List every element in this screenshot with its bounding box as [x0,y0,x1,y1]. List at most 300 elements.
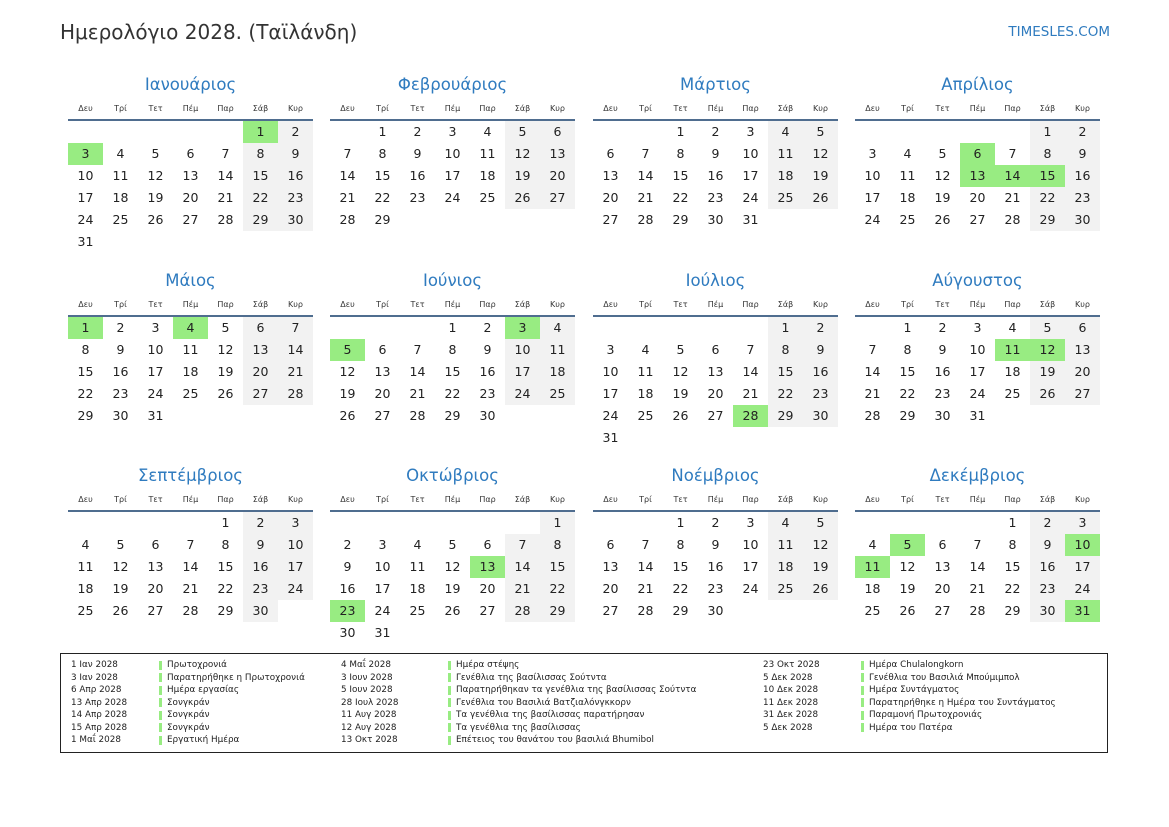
day-cell: 17 [444,168,461,183]
day-cell: 21 [339,190,356,205]
day-cell: 27 [1065,383,1100,405]
day-cell: 18 [1004,364,1021,379]
day-cell: 4 [540,317,575,339]
holiday-marker [448,686,451,695]
day-cell: 19 [934,190,951,205]
day-cell: 29 [374,212,391,227]
weekday-label: Κυρ [1075,495,1090,504]
holiday-marker [159,661,162,670]
day-cell: 27 [243,383,278,405]
weekday-label: Σάβ [252,104,269,113]
day-cell: 19 [803,165,838,187]
holiday-date: 28 Ιουλ 2028 [341,697,399,708]
day-cell: 26 [339,408,356,423]
day-cell: 21 [217,190,234,205]
day-cell: 14 [409,364,426,379]
day-cell: 23 [803,383,838,405]
day-cell: 23 [479,386,496,401]
day-cell: 2 [483,320,492,335]
day-cell: 29 [217,603,234,618]
day-cell: 18 [637,386,654,401]
holiday-date: 15 Απρ 2028 [71,722,128,733]
day-cell: 9 [278,143,313,165]
day-cell: 14 [637,559,654,574]
day-cell: 11 [409,559,426,574]
day-cell: 25 [899,212,916,227]
day-cell: 25 [409,603,426,618]
day-cell: 26 [1030,383,1065,405]
day-cell: 4 [641,342,650,357]
weekday-label: Δευ [340,300,355,309]
day-cell: 28 [1004,212,1021,227]
day-cell: 5 [448,537,457,552]
day-cell: 11 [479,146,496,161]
month-name: Ιούλιος [685,271,746,290]
day-cell: 2 [711,515,720,530]
day-cell: 30 [707,212,724,227]
weekday-label: Τρί [901,104,914,113]
month-name: Φεβρουάριος [397,75,508,94]
holiday-date: 6 Απρ 2028 [71,685,122,695]
day-cell: 2 [1065,121,1100,143]
day-cell: 15 [672,168,689,183]
day-cell: 6 [151,537,160,552]
day-cell: 23 [707,581,724,596]
day-cell: 16 [707,559,724,574]
day-cell: 9 [803,339,838,361]
day-cell: 1 [221,515,230,530]
day-cell: 23 [1030,578,1065,600]
day-cell: 16 [934,364,951,379]
day-cell: 30 [707,603,724,618]
day-cell: 12 [803,143,838,165]
weekday-label: Πέμ [444,300,461,309]
day-cell: 24 [742,190,759,205]
day-cell: 19 [1030,361,1065,383]
day-cell: 25 [479,190,496,205]
day-cell: 24 [147,386,164,401]
day-cell: 30 [934,408,951,423]
day-cell: 24 [602,408,619,423]
day-cell: 23 [278,187,313,209]
day-cell: 9 [413,146,422,161]
weekday-label: Σάβ [514,495,531,504]
day-cell: 15 [374,168,391,183]
weekday-label: Κυρ [288,495,303,504]
site-link[interactable]: TIMESLES.COM [1008,24,1110,40]
day-cell: 29 [672,603,689,618]
day-cell: 20 [969,190,986,205]
day-cell: 17 [1065,556,1100,578]
day-cell: 23 [243,578,278,600]
day-cell: 25 [1004,386,1021,401]
weekday-label: Σάβ [777,300,794,309]
day-cell: 8 [540,534,575,556]
weekday-label: Παρ [217,495,234,504]
weekday-label: Παρ [1004,104,1021,113]
day-cell: 18 [479,168,496,183]
day-cell: 3 [278,512,313,534]
day-cell: 12 [672,364,689,379]
day-cell: 9 [1030,534,1065,556]
day-cell: 25 [864,603,881,618]
weekday-label: Δευ [865,300,880,309]
day-cell: 12 [899,559,916,574]
day-cell: 10 [505,339,540,361]
day-cell: 7 [413,342,422,357]
day-cell: 10 [742,146,759,161]
day-cell: 19 [803,556,838,578]
month-divider [330,510,575,512]
holiday-marker [861,723,864,732]
month-name: Μάιος [165,271,216,290]
weekday-label: Πέμ [969,104,986,113]
day-cell: 9 [711,537,720,552]
day-cell: 11 [768,143,803,165]
holiday-name: Γενέθλια της βασίλισσας Σούτντα [456,672,607,683]
day-cell: 18 [182,364,199,379]
day-cell: 16 [479,364,496,379]
day-cell: 5 [803,121,838,143]
day-cell: 22 [1004,581,1021,596]
day-cell: 11 [768,534,803,556]
day-cell: 24 [969,386,986,401]
day-cell: 8 [81,342,90,357]
day-cell: 1 [903,320,912,335]
holiday-marker [159,723,162,732]
holiday-date: 5 Δεκ 2028 [763,672,813,683]
day-cell: 22 [540,578,575,600]
day-cell: 20 [540,165,575,187]
day-cell: 16 [278,165,313,187]
day-cell: 28 [409,408,426,423]
weekday-label: Τετ [148,495,163,504]
holiday-name: Εργατική Ημέρα [167,735,240,745]
day-cell: 17 [77,190,94,205]
weekday-label: Κυρ [550,104,565,113]
day-cell: 22 [899,386,916,401]
day-cell: 17 [742,559,759,574]
day-cell: 1 [768,317,803,339]
month-name: Ιούνιος [422,271,483,290]
day-cell: 7 [221,146,230,161]
day-cell: 29 [672,212,689,227]
day-cell: 14 [742,364,759,379]
day-cell: 18 [768,556,803,578]
holiday-day-cell: 5 [330,339,365,361]
weekday-label: Κυρ [550,495,565,504]
weekday-label: Κυρ [813,300,828,309]
holiday-name: Σονγκράν [167,722,210,733]
day-cell: 24 [742,581,759,596]
day-cell: 13 [934,559,951,574]
day-cell: 28 [278,383,313,405]
day-cell: 12 [934,168,951,183]
day-cell: 4 [768,121,803,143]
day-cell: 7 [1008,146,1017,161]
weekday-label: Τρί [114,300,127,309]
day-cell: 26 [934,212,951,227]
day-cell: 30 [243,600,278,622]
weekday-label: Τρί [376,300,389,309]
day-cell: 9 [343,559,352,574]
day-cell: 7 [641,537,650,552]
day-cell: 1 [1030,121,1065,143]
day-cell: 26 [505,187,540,209]
holiday-date: 23 Οκτ 2028 [763,660,820,670]
day-cell: 10 [147,342,164,357]
weekday-label: Σάβ [1039,300,1056,309]
day-cell: 2 [243,512,278,534]
holiday-day-cell: 4 [173,317,208,339]
weekday-label: Δευ [603,495,618,504]
day-cell: 11 [540,339,575,361]
weekday-label: Δευ [865,104,880,113]
day-cell: 20 [602,190,619,205]
day-cell: 6 [711,342,720,357]
day-cell: 15 [217,559,234,574]
day-cell: 10 [444,146,461,161]
weekday-label: Δευ [340,495,355,504]
day-cell: 24 [77,212,94,227]
day-cell: 7 [973,537,982,552]
day-cell: 4 [1008,320,1017,335]
day-cell: 20 [1065,361,1100,383]
weekday-label: Παρ [1004,495,1021,504]
day-cell: 7 [746,342,755,357]
day-cell: 3 [378,537,387,552]
weekday-label: Παρ [1004,300,1021,309]
day-cell: 13 [602,559,619,574]
day-cell: 16 [803,361,838,383]
weekday-label: Δευ [603,104,618,113]
day-cell: 20 [602,581,619,596]
day-cell: 30 [1030,600,1065,622]
weekday-label: Πέμ [182,495,199,504]
day-cell: 29 [444,408,461,423]
day-cell: 12 [505,143,540,165]
day-cell: 3 [606,342,615,357]
day-cell: 27 [707,408,724,423]
day-cell: 9 [243,534,278,556]
day-cell: 25 [182,386,199,401]
day-cell: 22 [768,383,803,405]
day-cell: 17 [864,190,881,205]
weekday-label: Τρί [639,104,652,113]
day-cell: 10 [374,559,391,574]
weekday-label: Σάβ [514,104,531,113]
day-cell: 26 [803,578,838,600]
day-cell: 28 [864,408,881,423]
weekday-label: Σάβ [1039,495,1056,504]
day-cell: 28 [637,212,654,227]
day-cell: 10 [77,168,94,183]
day-cell: 12 [217,342,234,357]
holiday-date: 11 Αυγ 2028 [341,710,397,720]
holiday-date: 5 Ιουν 2028 [341,685,393,695]
holiday-name: Ημέρα εργασίας [167,685,240,695]
holiday-list [60,653,1108,753]
day-cell: 30 [479,408,496,423]
day-cell: 20 [243,361,278,383]
weekday-label: Τετ [148,104,163,113]
day-cell: 5 [676,342,685,357]
weekday-label: Πέμ [969,300,986,309]
day-cell: 10 [602,364,619,379]
day-cell: 31 [374,625,391,640]
holiday-day-cell: 3 [68,143,103,165]
day-cell: 14 [182,559,199,574]
day-cell: 15 [540,556,575,578]
day-cell: 2 [413,124,422,139]
day-cell: 3 [746,515,755,530]
day-cell: 6 [540,121,575,143]
weekday-label: Πέμ [444,104,461,113]
holiday-marker [448,736,451,745]
holiday-name: Γενέθλια του Βασιλιά Μπούμιμπολ [869,672,1020,683]
day-cell: 23 [707,190,724,205]
day-cell: 6 [243,317,278,339]
day-cell: 8 [768,339,803,361]
day-cell: 1 [1008,515,1017,530]
day-cell: 31 [969,408,986,423]
day-cell: 8 [903,342,912,357]
weekday-label: Σάβ [252,300,269,309]
day-cell: 14 [505,556,540,578]
day-cell: 12 [803,534,838,556]
holiday-date: 10 Δεκ 2028 [763,685,819,695]
day-cell: 20 [479,581,496,596]
day-cell: 28 [969,603,986,618]
holiday-marker [448,698,451,707]
day-cell: 13 [243,339,278,361]
weekday-label: Τετ [935,104,950,113]
weekday-label: Τετ [410,495,425,504]
day-cell: 28 [339,212,356,227]
holiday-day-cell: 31 [1065,600,1100,622]
day-cell: 18 [77,581,94,596]
day-cell: 16 [1030,556,1065,578]
day-cell: 6 [938,537,947,552]
day-cell: 9 [1065,143,1100,165]
day-cell: 5 [938,146,947,161]
day-cell: 20 [934,581,951,596]
holiday-name: Παραμονή Πρωτοχρονιάς [869,710,983,720]
holiday-date: 11 Δεκ 2028 [763,697,819,708]
weekday-label: Κυρ [813,104,828,113]
day-cell: 8 [676,146,685,161]
day-cell: 3 [448,124,457,139]
day-cell: 25 [540,383,575,405]
day-cell: 2 [343,537,352,552]
day-cell: 12 [444,559,461,574]
day-cell: 29 [77,408,94,423]
day-cell: 21 [864,386,881,401]
day-cell: 22 [672,581,689,596]
day-cell: 8 [448,342,457,357]
day-cell: 5 [151,146,160,161]
holiday-name: Πρωτοχρονιά [167,660,227,670]
day-cell: 24 [505,383,540,405]
day-cell: 17 [742,168,759,183]
holiday-day-cell: 5 [890,534,925,556]
day-cell: 25 [112,212,129,227]
holiday-day-cell: 3 [505,317,540,339]
day-cell: 16 [339,581,356,596]
day-cell: 31 [77,234,94,249]
day-cell: 22 [374,190,391,205]
day-cell: 24 [864,212,881,227]
day-cell: 2 [116,320,125,335]
holiday-day-cell: 28 [733,405,768,427]
weekday-label: Παρ [742,300,759,309]
weekday-label: Παρ [479,495,496,504]
weekday-label: Πέμ [707,104,724,113]
weekday-label: Κυρ [813,495,828,504]
day-cell: 20 [374,386,391,401]
day-cell: 5 [505,121,540,143]
day-cell: 5 [803,512,838,534]
day-cell: 7 [186,537,195,552]
day-cell: 4 [483,124,492,139]
holiday-marker [159,698,162,707]
day-cell: 16 [243,556,278,578]
day-cell: 14 [864,364,881,379]
holiday-date: 4 Μαΐ 2028 [341,660,391,670]
holiday-name: Επέτειος του θανάτου του βασιλιά Bhumibol [456,735,654,745]
weekday-label: Τρί [901,495,914,504]
day-cell: 27 [374,408,391,423]
holiday-name: Ημέρα του Πατέρα [869,722,953,733]
month-name: Μάρτιος [680,75,751,94]
day-cell: 19 [505,165,540,187]
day-cell: 29 [540,600,575,622]
day-cell: 25 [637,408,654,423]
day-cell: 19 [339,386,356,401]
day-cell: 8 [221,537,230,552]
holiday-marker [861,661,864,670]
holiday-day-cell: 1 [243,121,278,143]
day-cell: 14 [637,168,654,183]
day-cell: 8 [676,537,685,552]
weekday-label: Πέμ [707,495,724,504]
weekday-label: Τρί [639,495,652,504]
day-cell: 26 [112,603,129,618]
day-cell: 12 [147,168,164,183]
day-cell: 19 [899,581,916,596]
day-cell: 17 [969,364,986,379]
day-cell: 11 [182,342,199,357]
day-cell: 17 [374,581,391,596]
weekday-label: Παρ [479,104,496,113]
day-cell: 15 [444,364,461,379]
holiday-name: Σονγκράν [167,697,210,708]
holiday-marker [159,673,162,682]
day-cell: 11 [112,168,129,183]
day-cell: 27 [540,187,575,209]
day-cell: 18 [540,361,575,383]
day-cell: 22 [444,386,461,401]
day-cell: 7 [641,146,650,161]
weekday-label: Παρ [742,104,759,113]
weekday-label: Δευ [78,495,93,504]
weekday-label: Πέμ [182,300,199,309]
day-cell: 27 [479,603,496,618]
day-cell: 18 [864,581,881,596]
day-cell: 30 [278,209,313,231]
day-cell: 23 [409,190,426,205]
weekday-label: Τρί [639,300,652,309]
